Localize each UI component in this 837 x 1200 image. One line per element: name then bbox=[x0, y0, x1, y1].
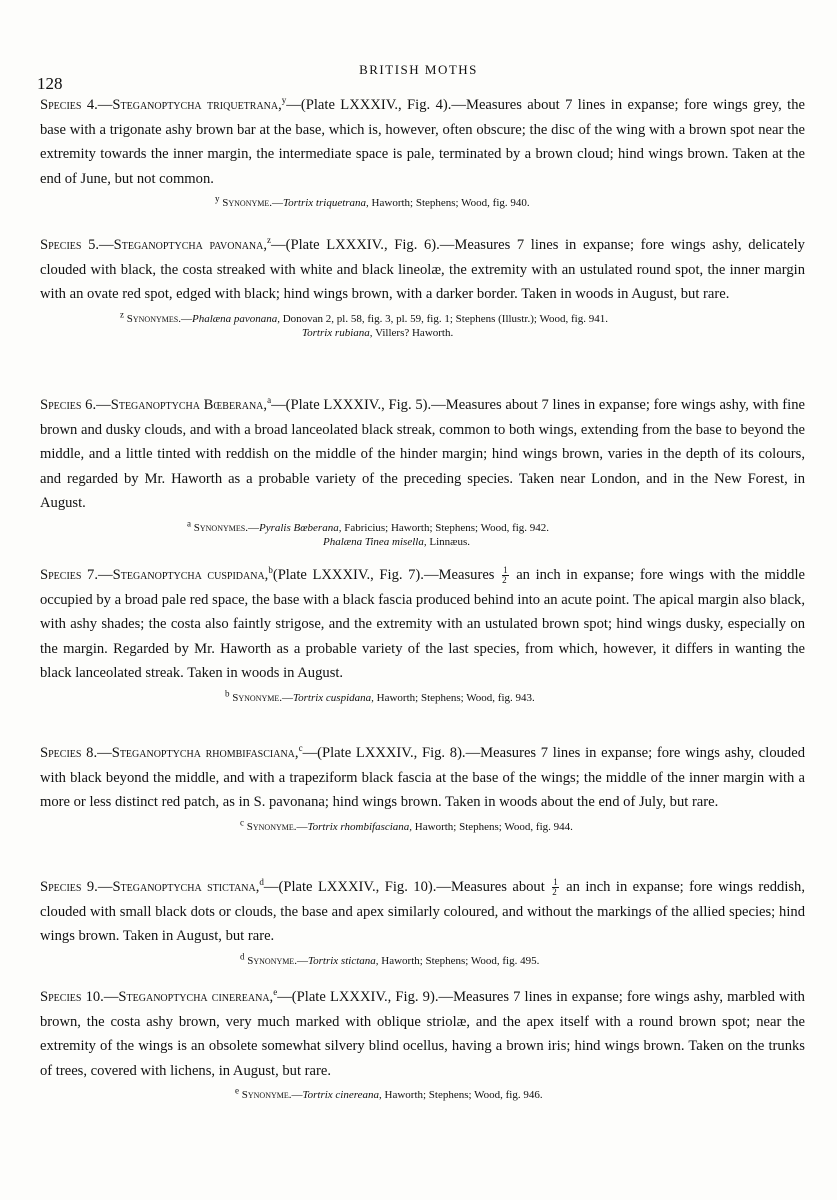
synonyme-refs: Haworth; Stephens; Wood, fig. 946. bbox=[384, 1089, 543, 1102]
species-entry-4 bbox=[40, 93, 805, 210]
species-label: Species 8.— bbox=[40, 745, 112, 761]
species-label: Species 7.— bbox=[40, 567, 113, 583]
synonyme-label: Synonyme.— bbox=[246, 820, 308, 833]
footnote-mark: a bbox=[267, 395, 272, 406]
synonyme-name: Tortrix rubiana, bbox=[302, 326, 373, 339]
page-number: 128 bbox=[37, 74, 63, 93]
synonyme-note bbox=[40, 817, 805, 834]
species-entry-9 bbox=[40, 875, 805, 968]
description-text: Measures about 7 lines in expanse; fore wings grey, the base with a trigonate ashy brown bar at the base, which is, however, often obscure; the disc of the wing with a brown spot near the extremity towards the inner margin, the intermediate space is pale, terminated by a brown cloud; hind wings brown. Taken at the end of June, but not common. bbox=[40, 97, 805, 187]
species-name: Steganoptycha cuspidana, bbox=[112, 567, 269, 583]
synonyme-note bbox=[40, 1085, 805, 1102]
synonyme-label: Synonyme.— bbox=[222, 197, 284, 210]
plate-reference: —(Plate LXXXIV., Fig. 9).— bbox=[277, 989, 454, 1005]
species-name: Steganoptycha Bœberana, bbox=[110, 397, 268, 413]
species-entry-8 bbox=[40, 741, 805, 834]
species-description bbox=[40, 741, 805, 815]
synonyme-note bbox=[40, 193, 805, 210]
synonyme-name: Tortrix stictana, bbox=[308, 954, 379, 967]
synonyme-refs: Haworth; Stephens; Wood, fig. 943. bbox=[376, 691, 535, 704]
footnote-mark: c bbox=[298, 743, 303, 754]
synonyme-refs: Haworth; Stephens; Wood, fig. 495. bbox=[381, 954, 540, 967]
fraction-half: $\frac{1}{2}$ bbox=[502, 565, 508, 586]
synonyme-label: Synonyme.— bbox=[247, 954, 309, 967]
species-name: Steganoptycha pavonana, bbox=[113, 237, 268, 253]
species-description bbox=[40, 93, 805, 191]
synonyme-name: Phalæna pavonana, bbox=[191, 312, 280, 325]
species-entry-5 bbox=[40, 233, 805, 340]
synonyme-label: Synonyme.— bbox=[241, 1089, 303, 1102]
synonyme-refs: Haworth; Stephens; Wood, fig. 944. bbox=[414, 820, 573, 833]
synonyme-mark: b bbox=[225, 688, 230, 699]
species-description bbox=[40, 985, 805, 1083]
synonyme-refs: Donovan 2, pl. 58, fig. 3, pl. 59, fig. 1; Stephens (Illustr.); Wood, fig. 941. bbox=[282, 312, 608, 325]
synonyme-refs: Villers? Haworth. bbox=[375, 326, 454, 339]
description-text: Measures about 7 lines in expanse; fore wings ashy, with fine brown and dusky clouds, and with a broad lanceolated black streak, common to both wings, extending from the base to beyond the middle, and a little tinted with reddish on the middle of the hinder margin; hind wings brown, varies in the depth of its colours, and regarded by Mr. Haworth as a probable variety of the preceding species. Taken near London, and in the New Forest, in August. bbox=[40, 397, 805, 512]
synonyme-note-line2 bbox=[40, 535, 805, 549]
synonyme-mark: y bbox=[215, 193, 220, 204]
synonyme-name: Tortrix rhombifasciana, bbox=[307, 820, 413, 833]
synonyme-note bbox=[40, 951, 805, 968]
synonyme-refs: Linnæus. bbox=[429, 535, 470, 548]
synonyme-mark: c bbox=[240, 817, 244, 828]
species-description bbox=[40, 233, 805, 307]
species-description bbox=[40, 875, 805, 949]
description-text: an inch in expanse; fore wings with the middle occupied by a broad pale red space, the base with a black fascia produced behind into an acute point. The apical margin also black, with ashy shades; the costa also faintly strigose, and the extremity with an ustulated brown spot; hind wings dusky, especially on the margin. Regarded by Mr. Haworth as a probable variety of the last species, from which, however, it differs in wanting the black lanceolated streak. Taken in woods in August. bbox=[40, 567, 805, 682]
synonyme-name: Phalæna Tinea misella, bbox=[323, 535, 427, 548]
species-label: Species 4.— bbox=[40, 97, 113, 113]
synonyme-note bbox=[40, 309, 805, 326]
plate-reference: —(Plate LXXXIV., Fig. 4).— bbox=[286, 97, 466, 113]
synonyme-note bbox=[40, 518, 805, 535]
synonyme-label: Synonymes.— bbox=[193, 521, 259, 534]
synonyme-label: Synonymes.— bbox=[126, 312, 192, 325]
description-text: Measures 7 lines in expanse; fore wings ashy, clouded with black beyond the middle, and with a trapeziform black fascia at the base of the wings; the middle of the inner margin with a more or less distinct red patch, as in S. pavonana; hind wings brown. Taken in woods about the end of July, but rare. bbox=[40, 745, 805, 811]
species-entry-6 bbox=[40, 393, 805, 549]
footnote-mark: e bbox=[273, 987, 278, 998]
synonyme-mark: a bbox=[187, 518, 191, 529]
synonyme-refs: Haworth; Stephens; Wood, fig. 940. bbox=[371, 197, 530, 210]
synonyme-name: Tortrix cinereana, bbox=[302, 1089, 382, 1102]
description-text: Measures bbox=[438, 567, 495, 583]
species-label: Species 9.— bbox=[40, 879, 113, 895]
species-label: Species 6.— bbox=[40, 397, 111, 413]
description-text: Measures about bbox=[450, 879, 545, 895]
species-name: Steganoptycha stictana, bbox=[112, 879, 260, 895]
footnote-mark: d bbox=[259, 877, 264, 888]
description-text: an inch in expanse; fore wings reddish, clouded with small black dots or clouds, the base and apex similarly coloured, and without the markings of the allied species; hind wings brown. Taken in August, but rare. bbox=[40, 879, 805, 945]
synonyme-mark: z bbox=[120, 309, 124, 320]
synonyme-name: Tortrix triquetrana, bbox=[283, 197, 369, 210]
synonyme-name: Pyralis Bœberana, bbox=[258, 521, 342, 534]
synonyme-note-line2 bbox=[40, 326, 805, 340]
description-text: Measures 7 lines in expanse; fore wings ashy, marbled with brown, the costa ashy brown, very much marked with oblique striolæ, and the apex itself with a round brown spot; near the extremity of the wings is an obsolete somewhat silvery blind ocellus, having a brown iris; hind wings brown. Taken on the trunks of trees, covered with lichens, in August, but rare. bbox=[40, 989, 805, 1079]
footnote-mark: y bbox=[281, 95, 287, 106]
species-entry-7 bbox=[40, 563, 805, 705]
species-name: Steganoptycha rhombifasciana, bbox=[111, 745, 299, 761]
synonyme-mark: d bbox=[240, 951, 245, 962]
synonyme-label: Synonyme.— bbox=[232, 691, 294, 704]
footnote-mark: z bbox=[267, 235, 272, 246]
species-label: Species 10.— bbox=[40, 989, 119, 1005]
synonyme-note bbox=[40, 688, 805, 705]
plate-reference: —(Plate LXXXIV., Fig. 5).— bbox=[271, 397, 446, 413]
synonyme-refs: Fabricius; Haworth; Stephens; Wood, fig. 942. bbox=[344, 521, 550, 534]
running-head: BRITISH MOTHS bbox=[359, 62, 478, 77]
plate-reference: (Plate LXXXIV., Fig. 7).— bbox=[272, 567, 439, 583]
species-name: Steganoptycha triquetrana, bbox=[112, 97, 282, 113]
species-description bbox=[40, 563, 805, 686]
species-label: Species 5.— bbox=[40, 237, 114, 253]
plate-reference: —(Plate LXXXIV., Fig. 10).— bbox=[263, 879, 451, 895]
footnote-mark: b bbox=[268, 565, 273, 576]
species-description bbox=[40, 393, 805, 516]
plate-reference: —(Plate LXXXIV., Fig. 6).— bbox=[271, 237, 455, 253]
synonyme-name: Tortrix cuspidana, bbox=[293, 691, 374, 704]
plate-reference: —(Plate LXXXIV., Fig. 8).— bbox=[302, 745, 481, 761]
synonyme-mark: e bbox=[235, 1085, 239, 1096]
species-entry-10 bbox=[40, 985, 805, 1102]
species-name: Steganoptycha cinereana, bbox=[118, 989, 274, 1005]
fraction-half: $\frac{1}{2}$ bbox=[552, 877, 558, 898]
description-text: Measures 7 lines in expanse; fore wings ashy, delicately clouded with black, the costa streaked with white and black lineolæ, the extremity with an ustulated round spot, the inner margin with an ovate red spot, edged with black; hind wings brown, with a darker border. Taken in woods in August, but rare. bbox=[40, 237, 805, 303]
